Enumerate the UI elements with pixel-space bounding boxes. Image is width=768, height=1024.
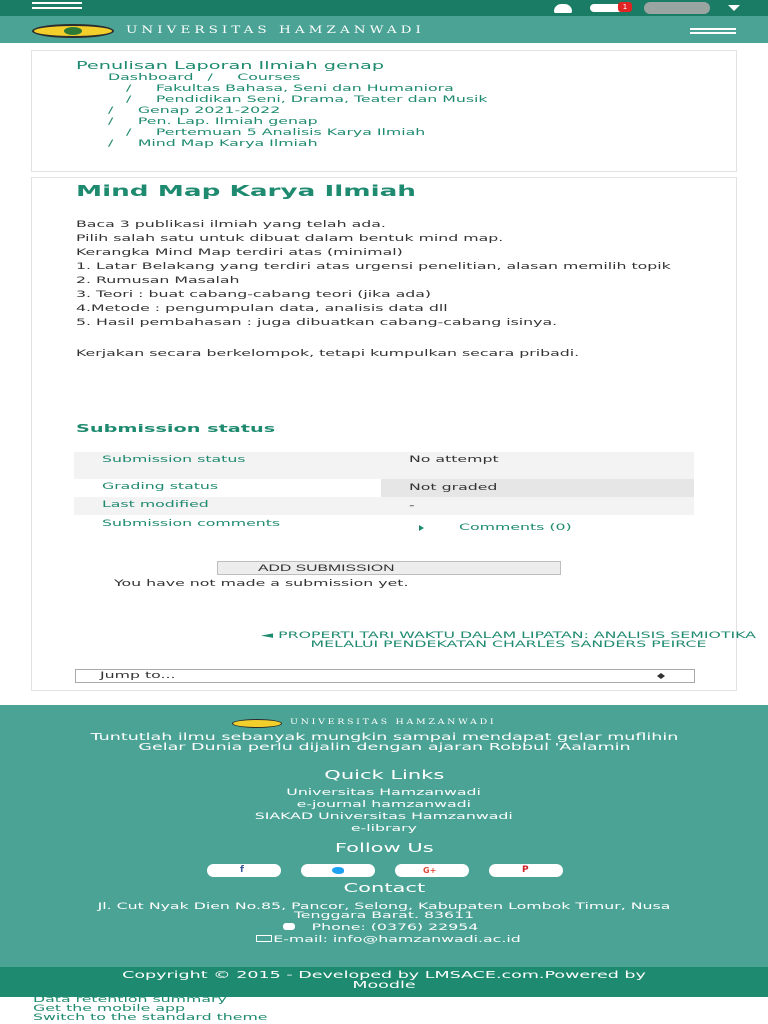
quick-link-ejournal[interactable]: e-journal hamzanwadi <box>296 800 472 810</box>
table-row <box>74 452 694 479</box>
instruction-line: 2. Rumusan Masalah <box>76 276 240 286</box>
submission-status-table <box>74 452 694 545</box>
facebook-icon[interactable] <box>207 864 281 877</box>
address: Jl. Cut Nyak Dien No.85, Pancor, Selong, Kabupaten Lombok Timur, Nusa Tenggara Barat. 83611 <box>97 902 671 921</box>
twitter-icon[interactable] <box>301 864 375 877</box>
no-submission-text: You have not made a submission yet. <box>114 579 409 589</box>
quick-links <box>0 787 768 835</box>
previous-activity-link[interactable]: ◄ PROPERTI TARI WAKTU DALAM LIPATAN: ANALISIS SEMIOTIKA MELALUI PENDEKATAN CHARLES SANDERS PEIRCE <box>261 631 756 650</box>
grading-status-value: Not graded <box>409 483 498 493</box>
breadcrumb-separator: / <box>108 139 114 149</box>
page-title: Mind Map Karya Ilmiah <box>76 182 416 200</box>
quick-link-elibrary[interactable]: e-library <box>350 824 418 834</box>
breadcrumb-item-course[interactable]: Pen. Lap. Ilmiah genap <box>137 117 318 127</box>
table-row <box>74 515 694 545</box>
top-strip <box>0 0 768 16</box>
caret-down-icon[interactable] <box>728 5 740 11</box>
notification-badge: 1 <box>618 2 632 12</box>
course-title: Penulisan Laporan Ilmiah genap <box>76 59 385 72</box>
pinterest-icon[interactable] <box>489 864 563 877</box>
breadcrumb-item-dashboard[interactable]: Dashboard <box>108 73 194 83</box>
submission-comments-label: Submission comments <box>102 519 281 529</box>
breadcrumb-separator: / <box>126 84 132 94</box>
assignment-card <box>31 177 756 691</box>
instruction-line: 1. Latar Belakang yang terdiri atas urgensi penelitian, alasan memilih topik <box>76 262 671 272</box>
assignment-description <box>76 220 671 364</box>
footer-brand: UNIVERSITAS HAMZANWADI <box>290 718 497 726</box>
breadcrumb-card <box>31 50 737 172</box>
submission-status-value: No attempt <box>409 455 499 465</box>
last-modified-value: - <box>409 501 415 511</box>
breadcrumb-item-semester[interactable]: Genap 2021-2022 <box>137 106 281 116</box>
bottom-links <box>33 995 268 1023</box>
phone: Phone: (0376) 22954 <box>0 923 768 933</box>
brand-bar <box>0 16 768 43</box>
select-arrows-icon <box>657 673 666 679</box>
instruction-line: 5. Hasil pembahasan : juga dibuatkan cabang-cabang isinya. <box>76 318 558 328</box>
last-modified-label: Last modified <box>102 500 209 510</box>
grading-status-label: Grading status <box>102 482 219 492</box>
messages-icon[interactable] <box>590 4 626 12</box>
breadcrumb-row <box>84 128 446 139</box>
breadcrumb-separator: / <box>207 73 213 83</box>
google-plus-icon[interactable] <box>395 864 469 877</box>
mobile-app-link[interactable]: Get the mobile app <box>33 1004 186 1014</box>
breadcrumb-item-courses[interactable]: Courses <box>237 73 301 83</box>
hamburger-menu-icon[interactable] <box>32 2 82 14</box>
instruction-line: 3. Teori : buat cabang-cabang teori (jika ada) <box>76 290 432 300</box>
bell-icon[interactable] <box>554 4 572 13</box>
breadcrumb <box>108 73 488 150</box>
add-submission-button[interactable]: ADD SUBMISSION <box>217 561 561 575</box>
breadcrumb-separator: / <box>108 117 114 127</box>
social-links <box>207 864 563 877</box>
submission-status-label: Submission status <box>102 455 246 465</box>
avatar[interactable] <box>644 2 710 14</box>
instruction-line: Baca 3 publikasi ilmiah yang telah ada. <box>76 220 386 230</box>
footer <box>0 705 768 967</box>
jump-to-select[interactable] <box>75 669 695 683</box>
comments-link[interactable]: Comments (0) <box>459 523 572 533</box>
copyright: Copyright © 2015 - Developed by LMSACE.com.Powered by Moodle <box>0 967 768 997</box>
breadcrumb-item-faculty[interactable]: Fakultas Bahasa, Seni dan Humaniora <box>155 84 454 94</box>
nav-menu-icon[interactable] <box>690 28 736 36</box>
contact-heading: Contact <box>343 881 425 895</box>
instruction-line: Pilih salah satu untuk dibuat dalam bentuk mind map. <box>76 234 504 244</box>
breadcrumb-separator: / <box>126 128 132 138</box>
breadcrumb-row <box>108 106 446 117</box>
breadcrumb-separator: / <box>108 106 114 116</box>
top-navbar <box>0 0 768 43</box>
instruction-line: Kerjakan secara berkelompok, tetapi kumpulkan secara pribadi. <box>76 349 580 359</box>
top-icons <box>554 1 740 15</box>
footer-tagline: Tuntutlah ilmu sebanyak mungkin sampai mendapat gelar muflihin Gelar Dunia perlu dijalin dengan ajaran Robbul 'Aalamin <box>90 732 678 753</box>
quick-link-siakad[interactable]: SIAKAD Universitas Hamzanwadi <box>254 812 514 822</box>
contact-info <box>0 903 768 945</box>
data-retention-link[interactable]: Data retention summary <box>33 995 227 1005</box>
breadcrumb-row <box>84 95 488 106</box>
brand-name[interactable]: UNIVERSITAS HAMZANWADI <box>126 25 425 36</box>
university-logo[interactable] <box>32 24 114 38</box>
expand-arrow-icon[interactable] <box>419 525 424 531</box>
breadcrumb-item-department[interactable]: Pendidikan Seni, Drama, Teater dan Musik <box>155 95 488 105</box>
quick-links-heading: Quick Links <box>323 768 444 782</box>
table-row <box>74 479 694 497</box>
quick-link-university[interactable]: Universitas Hamzanwadi <box>286 788 482 798</box>
table-row <box>74 497 694 515</box>
breadcrumb-row <box>108 139 446 150</box>
breadcrumb-row <box>108 117 446 128</box>
footer-logo <box>232 719 282 728</box>
email[interactable]: E-mail: info@hamzanwadi.ac.id <box>0 935 768 945</box>
breadcrumb-item-current[interactable]: Mind Map Karya Ilmiah <box>137 139 318 149</box>
instruction-line: 4.Metode : pengumpulan data, analisis data dll <box>76 304 448 314</box>
breadcrumb-row <box>84 84 454 95</box>
submission-status-heading: Submission status <box>76 422 276 435</box>
standard-theme-link[interactable]: Switch to the standard theme <box>33 1013 268 1023</box>
breadcrumb-row <box>108 73 446 84</box>
breadcrumb-separator: / <box>126 95 132 105</box>
breadcrumb-item-section[interactable]: Pertemuan 5 Analisis Karya Ilmiah <box>155 128 426 138</box>
instruction-line: Kerangka Mind Map terdiri atas (minimal) <box>76 248 403 258</box>
follow-us-heading: Follow Us <box>334 841 434 855</box>
jump-to-label: Jump to... <box>100 671 176 681</box>
